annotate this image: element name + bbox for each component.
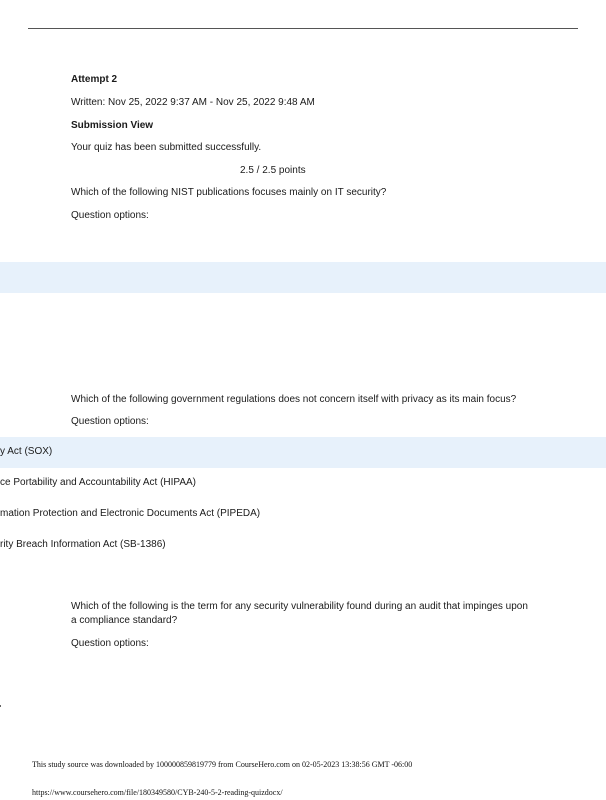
written-timestamp: Written: Nov 25, 2022 9:37 AM - Nov 25, 2022 9:48 AM (71, 97, 315, 108)
question-3-options-label: Question options: (71, 638, 149, 649)
download-source-note: This study source was downloaded by 100000859819779 from CourseHero.com on 02-05-2023 13:38:56 GMT -06:00 (32, 760, 413, 769)
question-2-text: Which of the following government regulations does not concern itself with privacy as its main focus? (71, 394, 517, 405)
edge-mark (0, 705, 1, 707)
attempt-heading: Attempt 2 (71, 74, 118, 85)
question-2-option-4[interactable]: rity Breach Information Act (SB-1386) (0, 539, 166, 550)
question-2-options-label: Question options: (71, 416, 149, 427)
question-1-text: Which of the following NIST publications focuses mainly on IT security? (71, 187, 387, 198)
question-1-selected-option-highlight (0, 262, 606, 293)
question-2-option-2[interactable]: ce Portability and Accountability Act (HIPAA) (0, 477, 197, 488)
source-url[interactable]: https://www.coursehero.com/file/180349580/CYB-240-5-2-reading-quizdocx/ (32, 788, 283, 797)
question-1-options-label: Question options: (71, 210, 149, 221)
submission-view-heading: Submission View (71, 120, 154, 131)
top-divider (28, 28, 578, 29)
question-2-option-1[interactable]: y Act (SOX) (0, 446, 53, 457)
question-2-selected-option-highlight (0, 437, 606, 468)
question-3-text: Which of the following is the term for any security vulnerability found during an audit that impinges upon a compliance standard? (71, 601, 528, 626)
submission-status: Your quiz has been submitted successfully. (71, 142, 262, 153)
question-2-option-3[interactable]: mation Protection and Electronic Documents Act (PIPEDA) (0, 508, 261, 519)
score-text: 2.5 / 2.5 points (240, 165, 306, 176)
